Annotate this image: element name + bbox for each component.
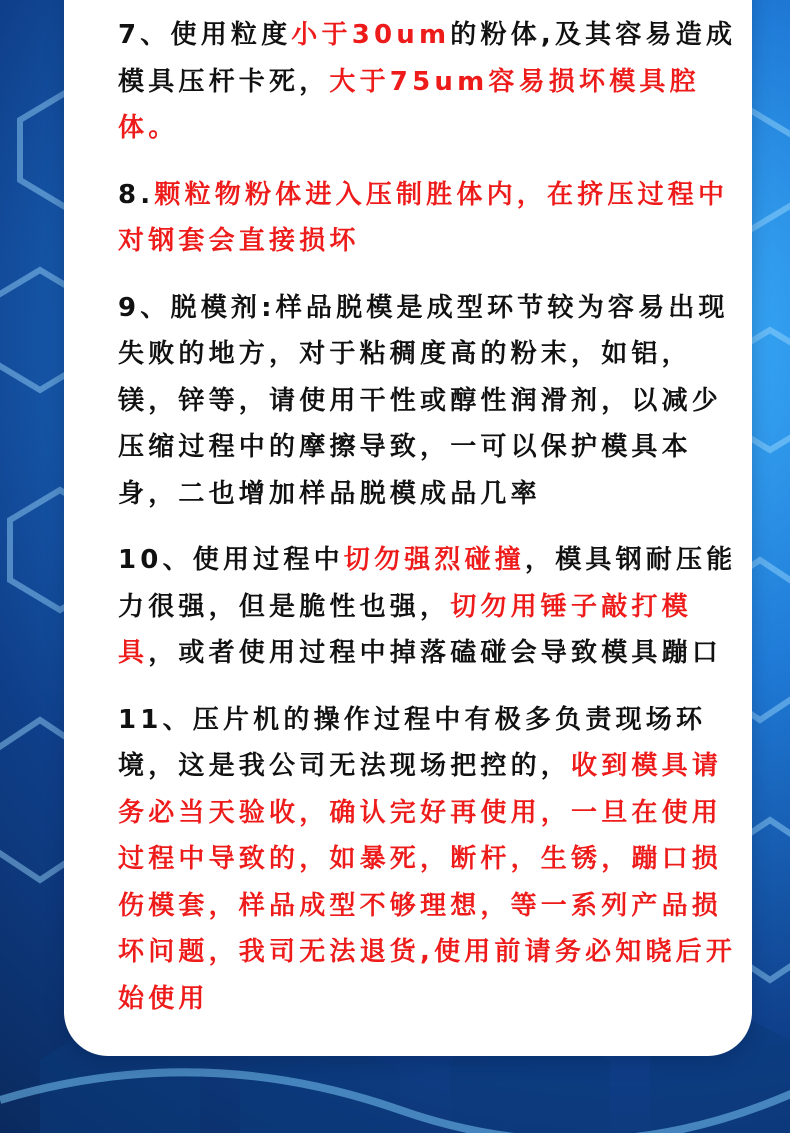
note-item-9 [118, 285, 750, 518]
note-7-highlight-2: 大于75um容易损坏模具腔体。 [118, 66, 700, 143]
note-7-text: 7、使用粒度 [118, 20, 292, 50]
note-item-11 [118, 697, 750, 1023]
note-11-highlight: 收到模具请务必当天验收，确认完好再使用，一旦在使用过程中导致的，如暴死，断杆，生锈，蹦口损伤模套，样品成型不够理想，等一系列产品损坏问题，我司无法退货,使用前请务必知晓后开始使用 [118, 751, 737, 1014]
note-10-highlight: 切勿强烈碰撞 [343, 545, 525, 575]
note-10-highlight-2: 切勿用锤子敲打模具 [118, 591, 692, 668]
note-10-text-2: ，模具钢耐压能力很强，但是脆性也强， [118, 545, 737, 622]
note-8-number: 8. [118, 179, 155, 210]
note-8-highlight: 颗粒物粉体进入压制胜体内，在挤压过程中对钢套会直接损坏 [118, 179, 729, 256]
note-10-text-3: ，或者使用过程中掉落磕碰会导致模具蹦口 [148, 638, 723, 668]
note-7-highlight: 小于30um [291, 20, 451, 50]
note-10-text: 10、使用过程中 [118, 545, 344, 575]
note-7-text-2: 的粉体,及其容易造成模具压杆卡死， [118, 20, 737, 97]
usage-notes [118, 12, 750, 1042]
note-9-text: 9、脱模剂:样品脱模是成型环节较为容易出现失败的地方，对于粘稠度高的粉末，如铝，镁，锌等，请使用干性或醇性润滑剂，以减少压缩过程中的摩擦导致，一可以保护模具本身，二也增加样品脱模成品几率 [118, 292, 729, 509]
note-11-text: 11、压片机的操作过程中有极多负责现场环境，这是我公司无法现场把控的， [118, 704, 707, 781]
note-item-10 [118, 537, 750, 677]
note-item-8 [118, 172, 750, 265]
note-item-7 [118, 12, 750, 152]
